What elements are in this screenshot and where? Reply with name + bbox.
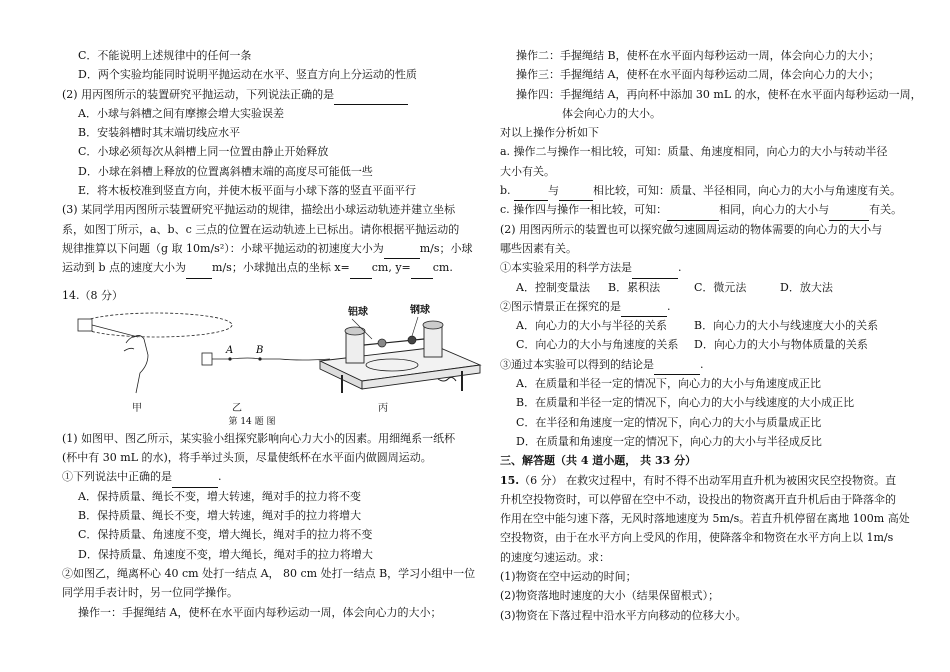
sub-3-option-d: D．在质量和角速度一定的情况下，向心力的大小与半径成反比 — [516, 434, 822, 448]
sub-1-options — [500, 278, 900, 297]
figure-caption: 第 14 题 图 — [228, 416, 276, 427]
sub-2-options-row-1 — [500, 316, 900, 335]
answer-blank[interactable] — [829, 200, 869, 220]
answer-blank[interactable] — [172, 467, 218, 487]
answer-blank[interactable] — [384, 239, 420, 259]
q2-line-1: (2) 用图丙所示的装置也可以探究做匀速圆周运动的物体需要的向心力的大小与 — [500, 222, 883, 236]
operation-4-line-1: 操作四：手握绳结 A，再向杯中添加 30 mL 的水，使杯在水平面内每秒运动一周， — [516, 87, 922, 101]
operation-4-line-2: 体会向心力的大小。 — [562, 106, 661, 120]
q2-option-e: E．将木板校准到竖直方向，并使木板平面与小球下落的竖直平面平行 — [78, 184, 417, 198]
q15-line-1: 15.（6 分） 在救灾过程中，有时不得不出动军用直升机为被困灾民空投物资。直 — [500, 473, 897, 487]
figure-bing-apparatus — [312, 307, 482, 399]
q2-option-a: A．小球与斜槽之间有摩擦会增大实验误差 — [78, 106, 284, 120]
q3-line-3: 规律推算以下问题（g 取 10m/s²）：小球平抛运动的初速度大小为 m/s；小球 — [62, 239, 482, 258]
right-column — [500, 46, 922, 625]
p1-option-d: D．保持质量、角速度不变，增大绳长，绳对手的拉力将增大 — [78, 547, 373, 561]
sub-2-option-d: D．向心力的大小与物体质量的关系 — [694, 338, 868, 352]
left-column — [62, 46, 482, 622]
analysis-c: c. 操作四与操作一相比较，可知： 相同，向心力的大小与 有关。 — [500, 200, 900, 219]
aluminium-ball-label: 铝球 — [348, 306, 368, 318]
q15-line-5: 的速度匀速运动。求： — [500, 550, 610, 564]
sub-2-option-c: C．向心力的大小与角速度的关系 — [516, 338, 679, 352]
q15-line-3: 作用在空中能匀速下落，无风时落地速度为 5m/s。若直升机停留在离地 100m 高处 — [500, 512, 910, 526]
figure-yi-label: 乙 — [232, 402, 242, 414]
answer-blank[interactable] — [632, 258, 678, 278]
answer-blank[interactable] — [350, 258, 372, 278]
figure-bing-label: 丙 — [378, 402, 388, 414]
q14-figures — [62, 304, 482, 415]
option-d: D．两个实验均能同时说明平抛运动在水平、竖直方向上分运动的性质 — [78, 68, 417, 82]
p1-sub-2-line-1: ②如图乙，绳离杯心 40 cm 处打一结点 A， 80 cm 处打一结点 B，学习小组中一位 — [62, 566, 476, 580]
q15-sub-2: (2)物资落地时速度的大小（结果保留根式）； — [500, 589, 720, 603]
p1-line-2: (杯中有 30 mL 的水)，将手举过头顶，尽量使纸杯在水平面内做圆周运动。 — [62, 451, 432, 465]
sub-3-option-c: C．在半径和角速度一定的情况下，向心力的大小与质量成正比 — [516, 415, 822, 429]
sub-1-option-d: D．放大法 — [780, 280, 833, 294]
q15-sub-3: (3)物资在下落过程中沿水平方向移动的位移大小。 — [500, 608, 747, 622]
answer-blank[interactable] — [667, 200, 719, 220]
answer-blank[interactable] — [559, 181, 593, 201]
sub-3-option-a: A．在质量和半径一定的情况下，向心力的大小与角速度成正比 — [516, 377, 821, 391]
operation-2: 操作二：手握绳结 B，使杯在水平面内每秒运动一周，体会向心力的大小； — [516, 49, 880, 62]
steel-ball-label: 钢球 — [410, 304, 430, 316]
q2-option-d: D．小球在斜槽上释放的位置离斜槽末端的高度尽可能低一些 — [78, 164, 373, 178]
sub-2-options-row-2 — [500, 335, 900, 354]
option-c: C．不能说明上述规律中的任何一条 — [78, 49, 252, 62]
sub-1: ①本实验采用的科学方法是 . — [500, 258, 900, 277]
sub-2-option-a: A．向心力的大小与半径的关系 — [516, 319, 667, 333]
point-b-label: B — [256, 344, 264, 356]
q15-line-2: 升机空投物资时，可以停留在空中不动，设投出的物资离开直升机后由于降落伞的 — [500, 492, 896, 506]
q2-stem: (2) 用丙图所示的装置研究平抛运动，下列说法正确的是 — [62, 85, 482, 104]
sub-1-option-a: A．控制变量法 — [516, 280, 590, 294]
section-3-heading: 三、解答题（共 4 道小题， 共 33 分） — [500, 454, 697, 468]
analysis-heading: 对以上操作分析如下 — [500, 126, 599, 140]
answer-blank[interactable] — [514, 181, 548, 201]
p1-option-b: B．保持质量、绳长不变，增大转速，绳对手的拉力将增大 — [78, 509, 362, 523]
answer-blank[interactable] — [621, 297, 667, 317]
q15-line-4: 空投物资，由于在水平方向上受风的作用，使降落伞和物资在水平方向上以 1m/s — [500, 531, 894, 545]
sub-1-option-c: C．微元法 — [694, 280, 747, 294]
analysis-b: b. 与 相比较，可知：质量、半径相同，向心力的大小与角速度有关。 — [500, 181, 900, 200]
analysis-a-line-1: a. 操作二与操作一相比较，可知：质量、角速度相同，向心力的大小与转动半径 — [500, 145, 888, 159]
q2-line-2: 哪些因素有关。 — [500, 241, 577, 255]
q3-line-4: 运动到 b 点的速度大小为 m/s；小球抛出点的坐标 x= cm, y= cm. — [62, 258, 482, 277]
answer-blank[interactable] — [186, 258, 212, 278]
q3-line-2: 系，如图丁所示，a、b、c 三点的位置在运动轨迹上已标出。请你根据平抛运动的 — [62, 222, 460, 236]
answer-blank[interactable] — [654, 355, 700, 375]
p1-sub-2-line-2: 同学用手表计时，另一位同学操作。 — [62, 586, 238, 600]
sub-3: ③通过本实验可以得到的结论是 . — [500, 355, 900, 374]
sub-3-option-b: B．在质量和半径一定的情况下，向心力的大小与线速度的大小成正比 — [516, 396, 855, 410]
q14-heading: 14.（8 分） — [62, 288, 123, 302]
operation-1: 操作一：手握绳结 A，使杯在水平面内每秒运动一周，体会向心力的大小； — [78, 605, 442, 619]
analysis-a-line-2: 大小有关。 — [500, 164, 555, 178]
q15-sub-1: (1)物资在空中运动的时间； — [500, 570, 637, 584]
answer-blank[interactable] — [334, 85, 408, 105]
operation-3: 操作三：手握绳结 A，使杯在水平面内每秒运动二周，体会向心力的大小； — [516, 68, 880, 82]
sub-2: ②图示情景正在探究的是 . — [500, 297, 900, 316]
p1-sub-1: ①下列说法中正确的是 . — [62, 467, 482, 486]
answer-blank[interactable] — [411, 258, 433, 278]
q2-option-b: B．安装斜槽时其末端切线应水平 — [78, 126, 241, 140]
q2-option-c: C．小球必须每次从斜槽上同一位置由静止开始释放 — [78, 145, 329, 159]
sub-1-option-b: B．累积法 — [608, 280, 661, 294]
sub-2-option-b: B．向心力的大小与线速度大小的关系 — [694, 319, 879, 333]
p1-option-c: C．保持质量、角速度不变，增大绳长，绳对手的拉力将不变 — [78, 528, 373, 542]
q3-line-1: (3) 某同学用丙图所示装置研究平抛运动的规律，描绘出小球运动轨迹并建立坐标 — [62, 203, 456, 217]
p1-line-1: (1) 如图甲、图乙所示，某实验小组探究影响向心力大小的因素。用细绳系一纸杯 — [62, 431, 456, 445]
point-a-label: A — [226, 344, 234, 356]
figure-jia-label: 甲 — [132, 402, 142, 414]
p1-option-a: A．保持质量、绳长不变，增大转速，绳对手的拉力将不变 — [78, 489, 361, 503]
